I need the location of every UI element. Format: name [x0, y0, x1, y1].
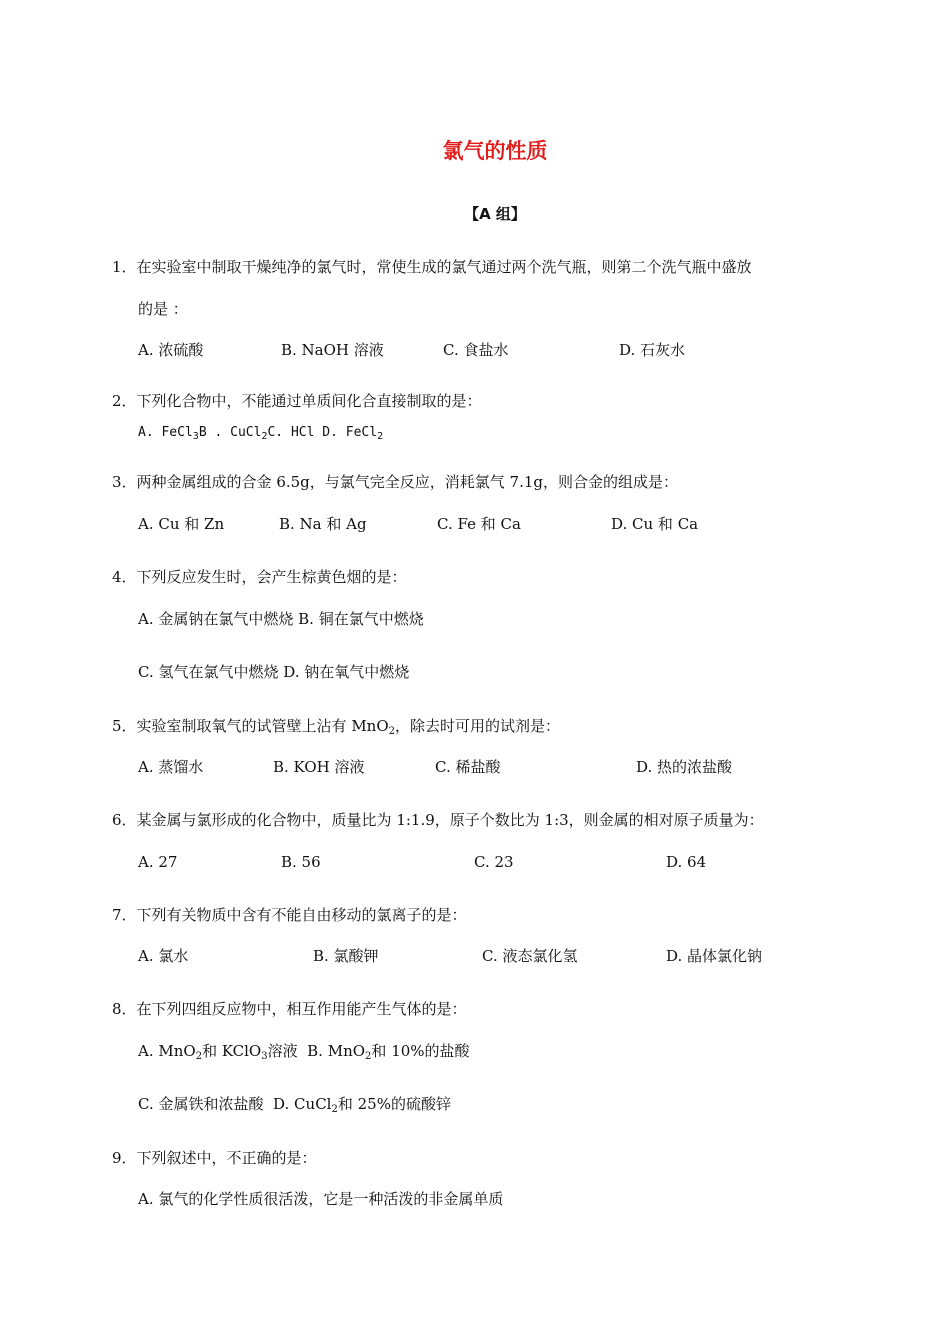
question-1-stem-line1: 1．在实验室中制取干燥纯净的氯气时，常使生成的氯气通过两个洗气瓶，则第二个洗气瓶中盛放	[112, 258, 752, 276]
question-5-stem: 5．实验室制取氧气的试管壁上沾有 MnO$_2$，除去时可用的试剂是：	[112, 717, 561, 737]
question-2-options	[138, 423, 383, 443]
question-8-option-b: B. MnO$_2$和 10%的盐酸	[307, 1042, 470, 1062]
question-8-options-ab	[138, 1041, 470, 1061]
question-8-option-a: A. MnO$_2$和 KClO$_3$溶液	[138, 1042, 298, 1062]
question-3-option-b: B. Na 和 Ag	[279, 515, 367, 533]
question-2-option-c: C. HCl	[267, 425, 315, 440]
question-2-option-a: A. FeCl$_3$	[138, 425, 199, 442]
question-3-option-c: C. Fe 和 Ca	[437, 515, 521, 533]
question-6-option-b: B. 56	[281, 853, 321, 871]
question-2-stem: 2．下列化合物中，不能通过单质间化合直接制取的是：	[112, 392, 482, 410]
question-5-option-b: B. KOH 溶液	[273, 758, 365, 776]
group-heading: 【A 组】	[464, 205, 526, 223]
question-3-option-a: A. Cu 和 Zn	[138, 515, 225, 533]
question-2-option-d: D. FeCl$_2$	[322, 425, 384, 442]
question-8-option-c: C. 金属铁和浓盐酸	[138, 1095, 264, 1113]
question-9-stem: 9．下列叙述中，不正确的是：	[112, 1149, 317, 1167]
question-4-options-ab: A. 金属钠在氯气中燃烧 B. 铜在氯气中燃烧	[138, 610, 424, 628]
question-4-options-cd: C. 氢气在氯气中燃烧 D. 钠在氧气中燃烧	[138, 663, 410, 681]
question-6-option-d: D. 64	[666, 853, 707, 871]
question-8-stem: 8．在下列四组反应物中，相互作用能产生气体的是：	[112, 1000, 467, 1018]
question-1-stem-line2: 的是 ：	[138, 300, 188, 318]
question-3-stem: 3．两种金属组成的合金 6.5g，与氯气完全反应，消耗氯气 7.1g，则合金的组成是：	[112, 473, 678, 491]
question-6-option-c: C. 23	[474, 853, 514, 871]
question-1-option-c: C. 食盐水	[443, 341, 509, 359]
question-7-option-b: B. 氯酸钾	[313, 947, 379, 965]
question-3-option-d: D. Cu 和 Ca	[611, 515, 699, 533]
question-6-stem: 6．某金属与氯形成的化合物中，质量比为 1:1.9，原子个数比为 1:3，则金属的相对原子质量为：	[112, 811, 764, 829]
question-8-option-d: D. CuCl$_2$和 25%的硫酸锌	[273, 1095, 451, 1115]
question-2-option-b: B . CuCl$_2$	[198, 425, 268, 442]
question-5-option-a: A. 蒸馏水	[138, 758, 204, 776]
question-7-option-d: D. 晶体氯化钠	[666, 947, 763, 965]
question-5-option-c: C. 稀盐酸	[435, 758, 501, 776]
question-7-stem: 7．下列有关物质中含有不能自由移动的氯离子的是：	[112, 906, 467, 924]
question-7-option-a: A. 氯水	[138, 947, 189, 965]
question-7-option-c: C. 液态氯化氢	[482, 947, 578, 965]
question-9-option-a: A. 氯气的化学性质很活泼，它是一种活泼的非金属单质	[138, 1190, 504, 1208]
question-1-option-b: B. NaOH 溶液	[281, 341, 384, 359]
question-6-option-a: A. 27	[138, 853, 178, 871]
page-title: 氯气的性质	[442, 139, 548, 163]
question-4-stem: 4．下列反应发生时，会产生棕黄色烟的是：	[112, 568, 407, 586]
question-8-options-cd	[138, 1094, 451, 1114]
question-5-option-d: D. 热的浓盐酸	[636, 758, 733, 776]
question-1-option-a: A. 浓硫酸	[138, 341, 204, 359]
question-1-option-d: D. 石灰水	[619, 341, 686, 359]
